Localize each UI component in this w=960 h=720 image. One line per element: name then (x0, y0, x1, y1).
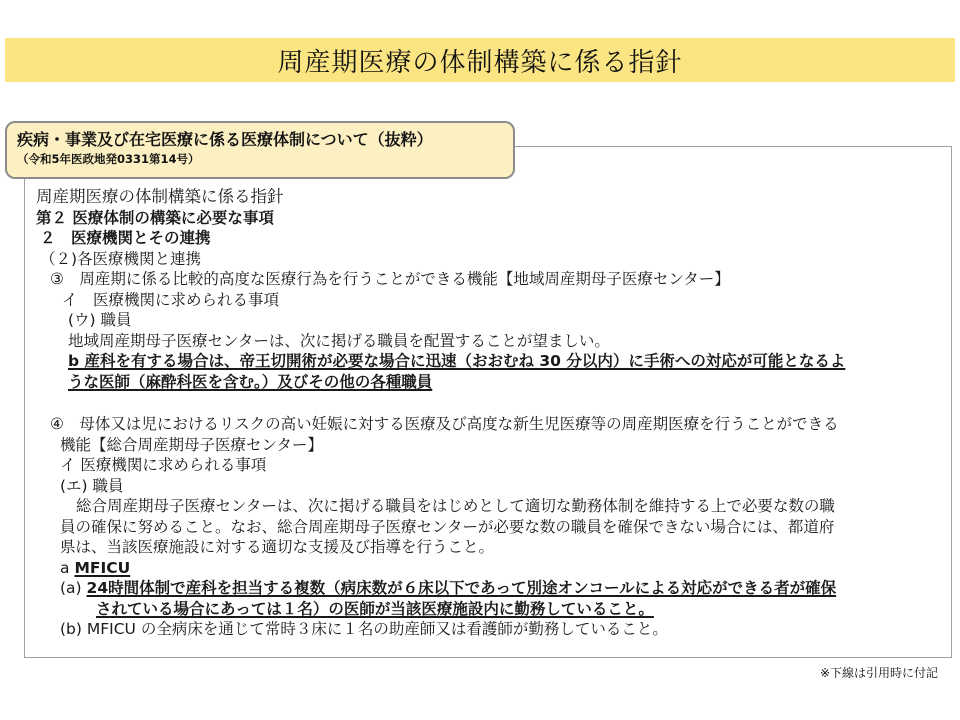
source-subtitle: （令和5年医政地発0331第14号） (17, 152, 200, 166)
mficu-label: MFICU (74, 558, 131, 577)
doc-heading: 周産期医療の体制構築に係る指針 (36, 187, 284, 206)
item-4-cont: 機能【総合周産期母子医療センター】 (60, 435, 323, 454)
item-3-b-line1: b 産科を有する場合は、帝王切開術が必要な場合に迅速（おおむね 30 分以内）に手術への対応が可能となるよ (68, 352, 846, 370)
item-4-a (36, 558, 948, 579)
item-4-a-a-text: 24時間体制で産科を担当する複数（病床数が６床以下であって別途オンコールによる対応ができる者が確保 (86, 579, 837, 597)
item-4-staff-text-2: 員の確保に努めること。なお、総合周産期母子医療センターが必要な数の職員を確保できない場合には、都道府 (60, 517, 835, 536)
item-4-a-a-line1 (36, 578, 948, 599)
source-tab (5, 121, 515, 179)
item-4-i: イ 医療機関に求められる事項 (60, 456, 267, 474)
item-3-i: イ 医療機関に求められる事項 (62, 290, 280, 309)
footnote: ※下線は引用時に付記 (819, 666, 938, 680)
item-4-staff-text-3: 県は、当該医療施設に対する適切な支援及び指導を行うこと。 (60, 538, 495, 556)
item-3-b-line2: うな医師（麻酔科医を含む。）及びその他の各種職員 (68, 372, 433, 391)
item-4-staff: (エ) 職員 (60, 476, 124, 495)
section-2-heading: 第２ 医療体制の構築に必要な事項 (36, 208, 274, 227)
title-bar (5, 38, 955, 82)
item-4-staff-text-1: 総合周産期母子医療センターは、次に掲げる職員をはじめとして適切な勤務体制を維持する上で必要な数の職 (76, 497, 835, 515)
page-title: 周産期医療の体制構築に係る指針 (277, 47, 683, 78)
document-body (36, 187, 948, 640)
item-4-a-b: (b) MFICU の全病床を通じて常時３床に１名の助産師又は看護師が勤務していること。 (60, 620, 668, 638)
subsection-heading: ２ 医療機関とその連携 (40, 229, 211, 247)
item-3-staff-text: 地域周産期母子医療センターは、次に掲げる職員を配置することが望ましい。 (68, 331, 610, 350)
source-title: 疾病・事業及び在宅医療に係る医療体制について（抜粋） (17, 130, 433, 149)
item-4: ④ 母体又は児におけるリスクの高い妊娠に対する医療及び高度な新生児医療等の周産期医療を行うことができる (50, 415, 839, 433)
item-4-a-prefix: a (60, 558, 75, 577)
item-3: ③ 周産期に係る比較的高度な医療行為を行うことができる機能【地域周産期母子医療センター】 (50, 270, 730, 288)
item-4-a-a-line2: されている場合にあっては１名）の医師が当該医療施設内に勤務していること。 (96, 599, 654, 618)
item-4-a-a-prefix: (a) (60, 579, 87, 597)
subsection-2: （２)各医療機関と連携 (40, 249, 202, 268)
item-3-staff: (ウ) 職員 (68, 311, 132, 329)
